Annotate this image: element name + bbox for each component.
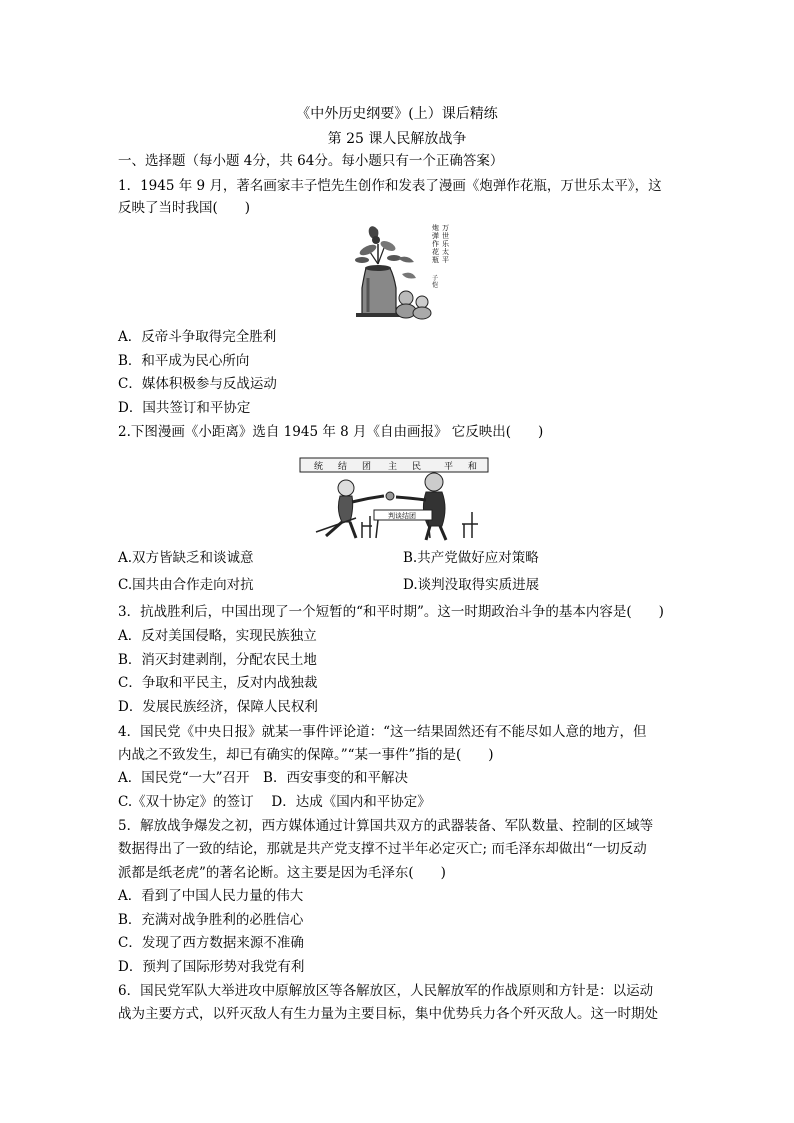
q5-option-a: A．看到了中国人民力量的伟大 <box>118 888 304 904</box>
q6-stem-line1: 6．国民党军队大举进攻中原解放区等各解放区，人民解放军的作战原则和方针是：以运动 <box>118 983 654 999</box>
q5-option-b: B．充满对战争胜利的必胜信心 <box>118 912 304 928</box>
q3-option-d: D．发展民族经济，保障人民权利 <box>118 699 318 715</box>
q6-stem-line2: 战为主要方式，以歼灭敌人有生力量为主要目标，集中优势兵力各个歼灭敌人。这一时期处 <box>118 1006 658 1022</box>
q2-option-d: D.谈判没取得实质进展 <box>403 577 540 593</box>
signature-mark: 子恺 <box>432 275 439 289</box>
cartoon-distance-svg <box>296 452 492 542</box>
q5-option-c: C．发现了西方数据来源不准确 <box>118 935 304 951</box>
q5-option-d: D．预判了国际形势对我党有利 <box>118 959 305 975</box>
q1-stem-line1: 1．1945 年 9 月，著名画家丰子恺先生创作和发表了漫画《炮弹作花瓶，万世乐太平》，这 <box>118 178 662 194</box>
q3-option-a: A．反对美国侵略，实现民族独立 <box>118 628 317 644</box>
q1-option-a: A．反帝斗争取得完全胜利 <box>118 329 277 345</box>
inscription-col1: 炮弹作花瓶 <box>432 224 439 264</box>
q5-stem-line1: 5．解放战争爆发之初，西方媒体通过计算国共双方的武器装备、军队数量、控制的区域等 <box>118 818 654 834</box>
q3-stem-line1: 3．抗战胜利后，中国出现了一个短暂的“和平时期”。这一时期政治斗争的基本内容是( ) <box>118 604 664 620</box>
lesson-subtitle: 第 25 课人民解放战争 <box>327 131 467 147</box>
q2-option-b: B.共产党做好应对策略 <box>403 550 539 566</box>
q2-option-c: C.国共由合作走向对抗 <box>118 577 254 593</box>
q5-stem-line2: 数据得出了一致的结论，那就是共产党支撑不过半年必定灭亡; 而毛泽东却做出“一切反动 <box>118 841 647 857</box>
table-label: 判谈结团 <box>388 512 416 520</box>
q2-stem-line1: 2.下图漫画《小距离》选自 1945 年 8 月《自由画报》 它反映出( ) <box>118 424 544 440</box>
banner-text: 统 结 团 主 民 平 和 <box>314 462 478 472</box>
q4-option-ab: A．国民党“一大”召开 B．西安事变的和平解决 <box>118 770 408 786</box>
q4-option-cd: C.《双十协定》的签订 D．达成《国内和平协定》 <box>118 794 431 810</box>
section-heading: 一、选择题（每小题 4分，共 64分。每小题只有一个正确答案） <box>118 153 504 169</box>
q4-stem-line2: 内战之不致发生，却已有确实的保障。”“某一事件”指的是( ) <box>118 747 494 763</box>
cartoon-vase-bombshell-icon <box>328 218 453 322</box>
q1-option-d: D．国共签订和平协定 <box>118 400 251 416</box>
q1-option-b: B．和平成为民心所向 <box>118 353 250 369</box>
cartoon-vase-svg <box>328 218 453 322</box>
q3-option-b: B．消灭封建剥削，分配农民土地 <box>118 652 317 668</box>
inscription-col2: 万世乐太平 <box>442 224 449 264</box>
document-title: 《中外历史纲要》(上）课后精练 <box>296 106 498 122</box>
q1-option-c: C．媒体积极参与反战运动 <box>118 376 277 392</box>
q5-stem-line3: 派都是纸老虎”的著名论断。这主要是因为毛泽东( ) <box>118 865 446 881</box>
q3-option-c: C．争取和平民主，反对内战独裁 <box>118 675 318 691</box>
q1-stem-line2: 反映了当时我国( ) <box>118 200 251 216</box>
q4-stem-line1: 4．国民党《中央日报》就某一事件评论道：“这一结果固然还有不能尽如人意的地方，但 <box>118 724 647 740</box>
q2-option-a: A.双方皆缺乏和谈诚意 <box>118 550 254 566</box>
cartoon-small-distance-icon <box>296 452 492 542</box>
